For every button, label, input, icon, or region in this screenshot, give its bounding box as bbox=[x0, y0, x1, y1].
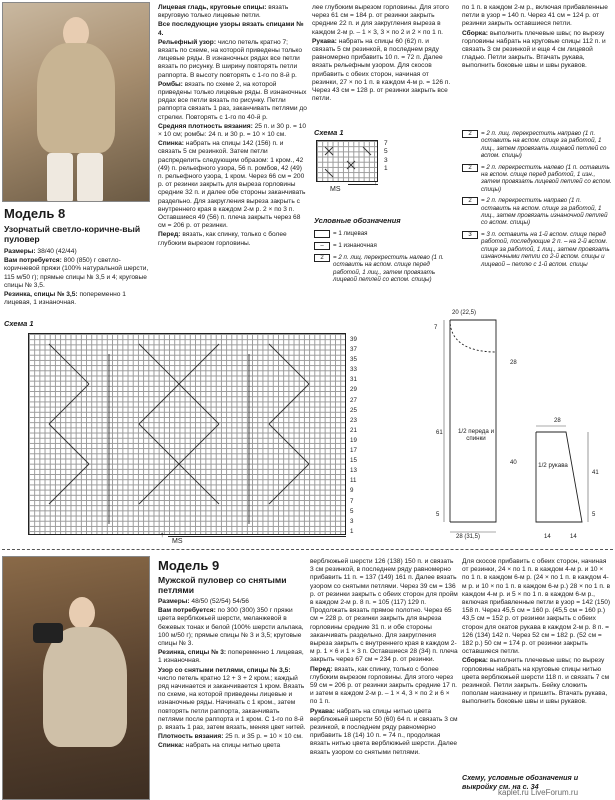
model8-title: Модель 8 bbox=[4, 206, 66, 221]
model9-subtitle: Мужской пуловер со снятыми петлями bbox=[158, 575, 287, 595]
pattern-front-dim: 61 bbox=[436, 430, 443, 436]
model9-col1 bbox=[158, 598, 306, 752]
scheme2-grid bbox=[28, 333, 346, 535]
pattern-front-dim: 40 bbox=[510, 460, 517, 466]
paragraph: Ромбы: вязать по схеме 2, на которой приведены только лицевые ряды. В изнаночных рядах все петли вязать по рисунку. Петли раппорта связать 1 раз, заканчивать петлями до стрелки. Повторять с 1-го по 40-й р. bbox=[158, 80, 307, 121]
pattern-sleeve-top: 28 bbox=[554, 418, 561, 424]
legend-right bbox=[462, 130, 612, 272]
scheme1-grid bbox=[316, 140, 378, 182]
scheme2-ms-label: MS bbox=[172, 538, 183, 545]
pattern-front-bottom: 28 (31,5) bbox=[456, 534, 481, 540]
section-divider bbox=[2, 549, 613, 550]
paragraph: Спинка: набрать на спицы 142 (156) п. и связать 5 см резинкой. Затем петли распределить следующим образом: 1 кром., 42 (49) п. рельефного узора, 56 п. ромбов, 42 (49) п. рельефного узора, 1 кром. Через 66 см = 200 р. от резинки закрыть для выреза горловины средние 32 п. и далее обе стороны заканчивать раздельно. Для закругления выреза закрыть с внутреннего края в каждом 2-м р. 2 × по 3 п. Оставшиеся 49 (56) п. плеча закрыть через 68 см = 206 р. от резинки. bbox=[158, 140, 306, 230]
scheme2-pattern bbox=[29, 334, 347, 536]
model9-footer: Схему, условные обозначения и выкройку см. на с. 34 bbox=[462, 773, 579, 791]
paragraph: Рукава: набрать на спицы 60 (62) п. и связать 5 см резинкой, в последнем ряду равномерно прибавить 10 п. = 72 п. Далее вязать рельефным узором. Для скосов прибавить с обеих сторон, начиная от резинки, 27 × по 1 п. в каждом 4-м р. = 126 п. Через 43 см = 128 р. от резинки закрыть все петли. bbox=[312, 37, 451, 103]
model8-subtitle: Узорчатый светло-коричне-вый пуловер bbox=[4, 224, 141, 244]
paragraph: Средняя плотность вязания: 25 п. и 30 р. = 10 × 10 см; ромбы: 24 п. и 30 р. = 10 × 10 см. bbox=[158, 122, 307, 139]
paragraph: Сборка: выполнить плечевые швы; по вырезу горловины набрать на круговые спицы нитью цвета верблюжьей шерсти 118 п. и связать 7 см резинкой. Петли закрыть. Бейку сложить пополам наизнанку и пришить. Втачать рукава, выполнить боковые швы и швы рукавов. bbox=[462, 657, 610, 706]
paragraph: лее глубоким вырезом горловины. Для этого через 61 см = 184 р. от резинки закрыть средние 22 п. и для закругления выреза в каждом 2-м р. – 1 × 3, 3 × по 2 и 2 × по 1 п. bbox=[312, 4, 449, 36]
scheme2-arrow-icon: ↑ bbox=[160, 530, 164, 539]
paragraph: Рукава: набрать на спицы нитью цвета верблюжьей шерсти 50 (60) 64 п. и связать 3 см резинкой, в последнем ряду равномерно прибавить 18 (14) 10 п. = 74 п., продолжая вязать нитью цвета верблюжьей шерсти. Далее вязать узором со снятыми петлями. bbox=[310, 707, 458, 756]
legend-item: – = 1 изнаночная bbox=[314, 242, 456, 250]
model8-heading bbox=[4, 206, 154, 244]
scheme1-arrow-icon: ↑ bbox=[374, 180, 378, 187]
paragraph: Плотность вязания: 25 п. и 35 р. = 10 × 10 см. bbox=[158, 733, 304, 741]
model8-col4 bbox=[462, 4, 612, 72]
legend-title: Условные обозначения bbox=[314, 216, 401, 225]
paragraph: Узор со снятыми петлями, спицы № 3,5: число петель кратно 12 + 3 + 2 кром.; каждый ряд начинается и заканчивается 1 кром. Вязать по схеме, на которой приведены лицевые и изнаночные ряды. Начинать с 1 кром., затем повторять петли раппорта, заканчивать петлями после раппорта и 1 кром. С 1-го по 8-й р. вязать 1 раз, затем вязать, меняя цвет нитей. bbox=[158, 666, 306, 732]
paragraph: Вам потребуется: 800 (850) г светло-коричневой пряжи (100% натуральной шерсти, 115 м/50 г); прямые спицы № 3,5 и 4; круговые спицы № 3,5. bbox=[4, 257, 149, 289]
model8-col3 bbox=[312, 4, 454, 104]
pattern-sleeve-bottom-part: 14 bbox=[570, 534, 577, 540]
model9-title: Модель 9 bbox=[158, 558, 220, 573]
model8-photo bbox=[2, 2, 150, 202]
paragraph: Спинка: набрать на спицы нитью цвета bbox=[158, 742, 281, 750]
legend-item: 2 = 2 п. лиц. перекрестить направо (1 п. оставить на вспом. спице за работой, 1 лиц., затем провязать лицевой петлей со вспом. спицы) bbox=[462, 130, 612, 160]
pattern-sleeve-bottom-part: 14 bbox=[544, 534, 551, 540]
model8-col2 bbox=[158, 4, 308, 249]
scheme1-row-numbers: 7 5 3 1 bbox=[384, 140, 388, 172]
paragraph: Размеры: 38/40 (42/44) bbox=[4, 248, 77, 255]
pattern-front-dim: 28 bbox=[510, 360, 517, 366]
paragraph: Резинка, спицы № 3: попеременно 1 лицевая, 1 изнаночная. bbox=[158, 649, 304, 665]
scheme1-ms-label: MS bbox=[330, 186, 341, 193]
pattern-sleeve-bottom: 5 bbox=[592, 512, 596, 518]
paragraph: Все последующие узоры вязать спицами № 4. bbox=[158, 21, 304, 37]
paragraph: Рельефный узор: число петель кратно 7; вязать по схеме, на которой приведены только лицевые ряды. В изнаночных рядах все петли вязать по рисунку. В ширину повторять петли раппорта. В высоту повторять с 1-го по 8-й р. bbox=[158, 38, 303, 79]
paragraph: Размеры: 48/50 (52/54) 54/56 bbox=[158, 598, 249, 605]
model9-col3 bbox=[462, 558, 612, 708]
scheme2-row-numbers: 39 37 35 33 31 29 27 25 23 21 19 17 15 13 11 9 7 5 3 1 bbox=[350, 336, 357, 535]
scheme2-label: Схема 1 bbox=[4, 319, 34, 328]
scheme1-pattern bbox=[317, 141, 379, 183]
model9-col2 bbox=[310, 558, 458, 758]
pattern-front-label: 1/2 переда и спинки bbox=[457, 428, 495, 443]
watermark: kaplet.ru LiveForum.ru bbox=[498, 788, 579, 797]
legend-left bbox=[314, 230, 456, 288]
legend-item: = 1 лицевая bbox=[314, 230, 456, 238]
paragraph: Лицевая гладь, круговые спицы: вязать вкруговую только лицевые петли. bbox=[158, 4, 289, 20]
pattern-front-top: 20 (22,5) bbox=[452, 310, 477, 316]
legend-item: 3 = 3 п. оставить на 1-й вспом. спице перед работой, последующие 2 п. – на 2-й вспом. спице за работой, 1 лиц., затем провязать изнаночными петли со 2-й вспом. спицы и лицевой – петлю с 1-й вспом. спицы bbox=[462, 231, 612, 268]
pattern-sleeve-label: 1/2 рукава bbox=[538, 462, 568, 469]
legend-item: 2 = 2 п. перекрестить налево (1 п. оставить на вспом. спице перед работой, 1 изн., затем провязать лицевой петлей со вспом. спицы) bbox=[462, 164, 612, 194]
paragraph: Сборка: выполнить плечевые швы; по вырезу горловины набрать на круговые спицы 112 п. и связать 3 см резинкой и еще 4 см лицевой гладью. Петли закрыть. Втачать рукава, выполнить боковые швы и швы рукавов. bbox=[462, 29, 606, 70]
paragraph: верблюжьей шерсти 126 (138) 150 п. и связать 3 см резинкой, в последнем ряду равномерно прибавить 11 п. = 137 (149) 161 п. Далее вязать узором со снятыми петлями. Через 39 см = 136 р. от резинки закрыть с обеих сторон для пройм в каждом 2-м р. 8 п. = 105 (117) 129 п. Продолжать вязать прямое полотно. Через 65 см = 228 р. от резинки закрыть для выреза горловины средние 31 п. и обе стороны заканчивать раздельно. Для закругления выреза закрыть с внутреннего края в каждом 2-м р. 1 × 6 и 1 × 3 п. Оставшиеся 28 (34) п. плеча закрыть через 67 см = 234 р. от резинки. bbox=[310, 558, 458, 664]
pattern-front-dim: 5 bbox=[436, 512, 440, 518]
model9-photo bbox=[2, 556, 150, 800]
scheme1-label: Схема 1 bbox=[314, 128, 344, 137]
model9-heading bbox=[158, 558, 308, 595]
model8-col1 bbox=[4, 248, 154, 308]
legend-item: 2 = 2 п. лиц. перекрестить налево (1 п. оставить на вспом. спице перед работой, 1 лиц., затем провязать лицевой петлей со вспом. спицы) bbox=[314, 254, 456, 284]
paragraph: по 1 п. в каждом 2-м р., включая прибавленные петли в узор = 140 п. Через 41 см = 124 р. от резинки закрыть оставшиеся петли. bbox=[462, 4, 608, 28]
pattern-front-dim: 7 bbox=[434, 325, 438, 331]
paragraph: Для скосов прибавить с обеих сторон, начиная от резинки, 24 × по 1 п. в каждом 4-м р. и 10 × по 1 п. в каждом 6-м р. (24 × по 1 п. в каждом 4-м р. и 10 × по 1 п. в каждом 6-м р.) 28 × по 1 п. в каждом 4-м р. и 5 × по 1 п. в каждом 6-м р., включая прибавленные петли в узор = 142 (150) 158 п. Через 45,5 см = 160 р. (45,5 см = 160 р.) 43,5 см = 152 р. от резинки закрыть с обеих сторон для окатов рукава в каждом 2-м р. 8 п. = 126 (134) 142 п. Через 52 см = 182 р. (52 см = 182 р.) 50 см = 174 р. от резинки закрыть оставшиеся петли. bbox=[462, 558, 611, 656]
paragraph: Вам потребуется: по 300 (300) 350 г пряжи цвета верблюжьей шерсти, меланжевой в бежевых тонах и белой (100% шерсти альпака, 100 м/50 г); прямые спицы № 3 и 3,5; круговые спицы № 3. bbox=[158, 607, 304, 648]
paragraph: Резинка, спицы № 3,5: попеременно 1 лицевая, 1 изнаночная. bbox=[4, 291, 126, 307]
legend-item: 2 = 2 п. перекрестить направо (1 п. оставить на вспом. спице за работой, 1 лиц., затем провязать изнаночной петлей со вспом. спицы) bbox=[462, 197, 612, 227]
paragraph: Перед: вязать, как спинку, только с более глубоким вырезом горловины. Для этого через 59 см = 206 р. от резинки закрыть средние 17 п. и затем в каждом 2-м р. – 1 × 4, 3 × по 2 и 6 × по 1 п. bbox=[310, 665, 457, 706]
pattern-sleeve-right: 41 bbox=[592, 470, 599, 476]
paragraph: Перед: вязать, как спинку, только с более глубоким вырезом горловины. bbox=[158, 231, 287, 247]
scheme2-ms-line bbox=[168, 536, 346, 537]
